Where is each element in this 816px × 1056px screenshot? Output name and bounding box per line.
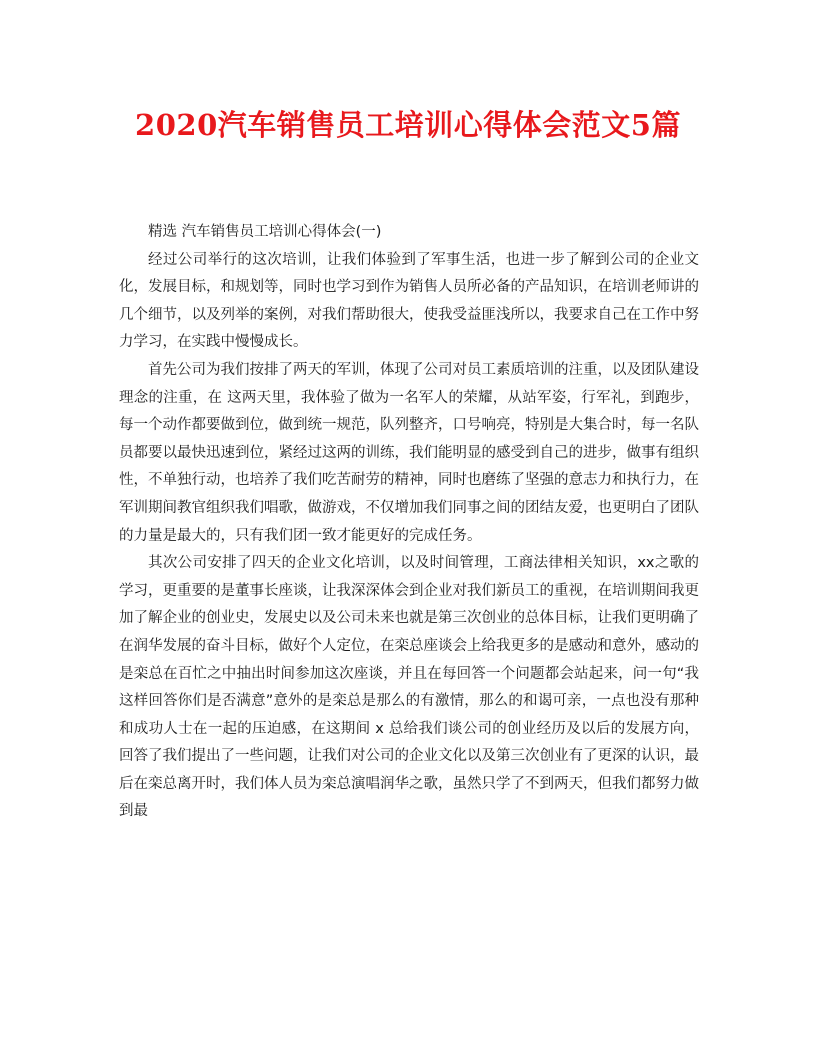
body-paragraph-1: 经过公司举行的这次培训，让我们体验到了军事生活，也进一步了解到公司的企业文化，发展目标，和规划等，同时也学习到作为销售人员所必备的产品知识，在培训老师讲的几个细节，以及列举的案例，对我们帮助很大，使我受益匪浅所以，我要求自己在工作中努力学习，在实践中慢慢成长。 [119, 251, 699, 351]
section-heading: 精选 汽车销售员工培训心得体会(一) [148, 224, 382, 240]
document-title: 2020汽车销售员工培训心得体会范文5篇 [135, 108, 681, 142]
document-body [119, 219, 699, 826]
body-paragraph-3: 其次公司安排了四天的企业文化培训，以及时间管理，工商法律相关知识，xx之歌的学习，更重要的是董事长座谈，让我深深体会到企业对我们新员工的重视，在培训期间我更加了解企业的创业史，发展史以及公司未来也就是第三次创业的总体目标，让我们更明确了在润华发展的奋斗目标，做好个人定位，在栾总座谈会上给我更多的是感动和意外，感动的是栾总在百忙之中抽出时间参加这次座谈，并且在每回答一个问题都会站起来，问一句“我这样回答你们是否满意”意外的是栾总是那么的有激情，那么的和谒可亲，一点也没有那种和成功人士在一起的压迫感，在这期间 x 总给我们谈公司的创业经历及以后的发展方向，回答了我们提出了一些问题，让我们对公司的企业文化以及第三次创业有了更深的认识，最后在栾总离开时，我们体人员为栾总演唱润华之歌，虽然只学了不到两天，但我们都努力做到最 [119, 555, 699, 820]
body-paragraph-2: 首先公司为我们按排了两天的军训，体现了公司对员工素质培训的注重，以及团队建设理念的注重，在 这两天里，我体验了做为一名军人的荣耀，从站军姿，行军礼，到跑步，每一个动作都要做到位，做到统一规范，队列整齐，口号响亮，特别是大集合时，每一名队员都要以最快迅速到位，紧经过这两的训练，我们能明显的感受到自己的进步，做事有组织性，不单独行动，也培养了我们吃苦耐劳的精神，同时也磨练了坚强的意志力和执行力，在军训期间教官组织我们唱歌，做游戏，不仅增加我们同事之间的团结友爱，也更明白了团队的力量是最大的，只有我们团一致才能更好的完成任务。 [119, 361, 699, 544]
